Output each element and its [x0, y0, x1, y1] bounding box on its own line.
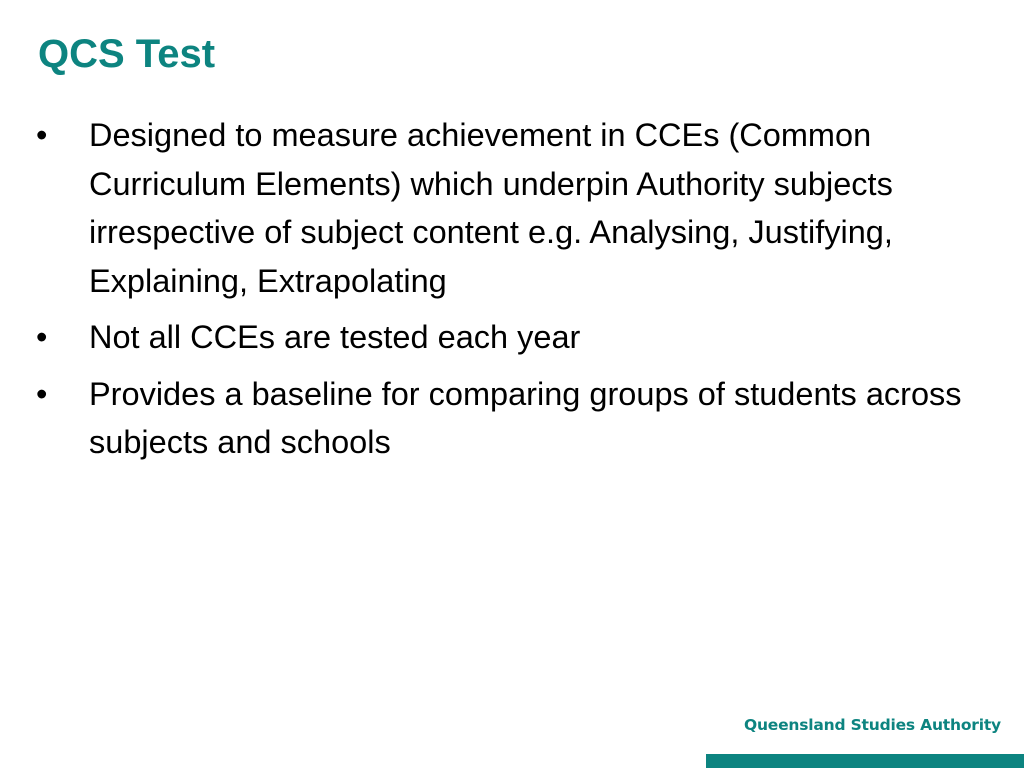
bullet-item	[36, 111, 1011, 305]
bullet-item	[36, 313, 1011, 362]
organization-logo: Queensland Studies Authority	[744, 716, 1001, 734]
bullet-marker: •	[36, 375, 48, 412]
footer-accent-bar	[706, 754, 1024, 768]
bullet-text: Not all CCEs are tested each year	[89, 319, 581, 355]
bullet-marker: •	[36, 117, 48, 153]
bullet-marker: •	[36, 319, 48, 355]
bullet-text: Provides a baseline for comparing groups of students across subjects and schools	[89, 375, 962, 460]
bullet-text: Designed to measure achievement in CCEs (Common Curriculum Elements) which underpin Authority subjects irrespective of subject content e.g. Analysing, Justifying, Explaining, Extrapolating	[89, 117, 893, 299]
bullet-item	[36, 370, 1011, 467]
bullet-list	[36, 111, 1011, 475]
slide-title: QCS Test	[38, 32, 216, 76]
